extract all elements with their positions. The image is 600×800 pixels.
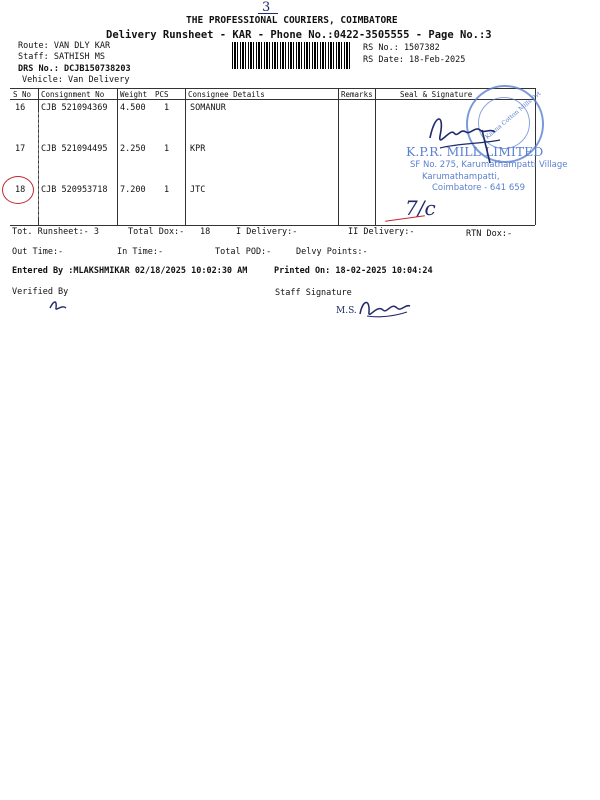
row-consignee: SOMANUR (190, 103, 226, 113)
printed-on: Printed On: 18-02-2025 10:04:24 (274, 266, 433, 276)
row-consignment: CJB 521094369 (41, 103, 108, 113)
row-pcs: 1 (164, 185, 170, 195)
stamp-line3: Coimbatore - 641 659 (432, 183, 526, 193)
out-time: Out Time:- (12, 247, 64, 257)
page-number-handwritten: 3 (262, 0, 271, 15)
total-dox-label: Total Dox:- (128, 227, 185, 237)
col-divider (375, 88, 376, 225)
barcode (232, 42, 352, 69)
rs-date: RS Date: 18-Feb-2025 (363, 55, 466, 65)
header-remarks: Remarks (341, 90, 373, 99)
header-consignee: Consignee Details (188, 90, 265, 99)
delvy-points: Delvy Points:- (296, 247, 368, 257)
row-consignment: CJB 521094495 (41, 144, 108, 154)
verified-by: Verified By (12, 287, 69, 297)
runsheet-title: Delivery Runsheet - KAR - Phone No.:0422-3505555 - Page No.:3 (106, 29, 492, 41)
drs-number: DRS No.: DCJB150738203 (18, 64, 131, 74)
row-sno: 16 (15, 103, 26, 113)
header-pcs: PCS (155, 90, 169, 99)
row-consignee: JTC (190, 185, 206, 195)
table-header-border (10, 99, 535, 100)
stamp-line2: Karumathampatti, (422, 172, 500, 182)
staff-signature (355, 294, 415, 324)
rtn-dox: RTN Dox:- (466, 229, 513, 239)
row-weight: 4.500 (120, 103, 146, 113)
row-consignee: KPR (190, 144, 206, 154)
stamp-line1: SF No. 275, Karumathampatti Village (410, 160, 568, 170)
row-consignment: CJB 520953718 (41, 185, 108, 195)
row-weight: 2.250 (120, 144, 146, 154)
row-pcs: 1 (164, 103, 170, 113)
company-name: THE PROFESSIONAL COURIERS, COIMBATORE (186, 15, 398, 26)
ii-delivery: II Delivery:- (348, 227, 415, 237)
col-divider (338, 88, 339, 225)
header-seal: Seal & Signature (400, 90, 473, 99)
col-divider (117, 88, 118, 225)
table-top-border (10, 88, 535, 89)
header-consignment: Consignment No (41, 90, 105, 99)
col-divider (185, 88, 186, 225)
in-time: In Time:- (117, 247, 164, 257)
stamp-ring-text: Kanna Cotton Mills Pvt (483, 90, 543, 141)
entered-by: Entered By :MLAKSHMIKAR 02/18/2025 10:02:30 AM (12, 266, 248, 276)
handwritten-underline (258, 13, 278, 14)
header-weight: Weight (120, 90, 148, 99)
receiver-signature (420, 108, 510, 168)
rs-number: RS No.: 1507382 (363, 43, 440, 53)
verifier-initials (48, 298, 70, 314)
staff-initials: M.S. (336, 306, 357, 316)
table-bottom-border (10, 225, 535, 226)
row-sno: 18 (15, 185, 26, 195)
header-sno: S No (13, 90, 32, 99)
total-runsheet: Tot. Runsheet:- 3 (12, 227, 99, 237)
dotted-divider (38, 112, 39, 217)
route: Route: VAN DLY KAR (18, 41, 111, 51)
total-pod: Total POD:- (215, 247, 272, 257)
total-dox-value: 18 (200, 227, 211, 237)
row-pcs: 1 (164, 144, 170, 154)
row-weight: 7.200 (120, 185, 146, 195)
stamp-company: K.P.R. MILL LIMITED (406, 144, 544, 159)
red-circle-mark (2, 176, 34, 204)
staff-signature-label: Staff Signature (275, 288, 352, 298)
row-sno: 17 (15, 144, 26, 154)
staff: Staff: SATHISH MS (18, 52, 105, 62)
i-delivery: I Delivery:- (236, 227, 298, 237)
vehicle: Vehicle: Van Delivery (22, 75, 130, 85)
handwritten-note: 7/c (405, 196, 436, 220)
